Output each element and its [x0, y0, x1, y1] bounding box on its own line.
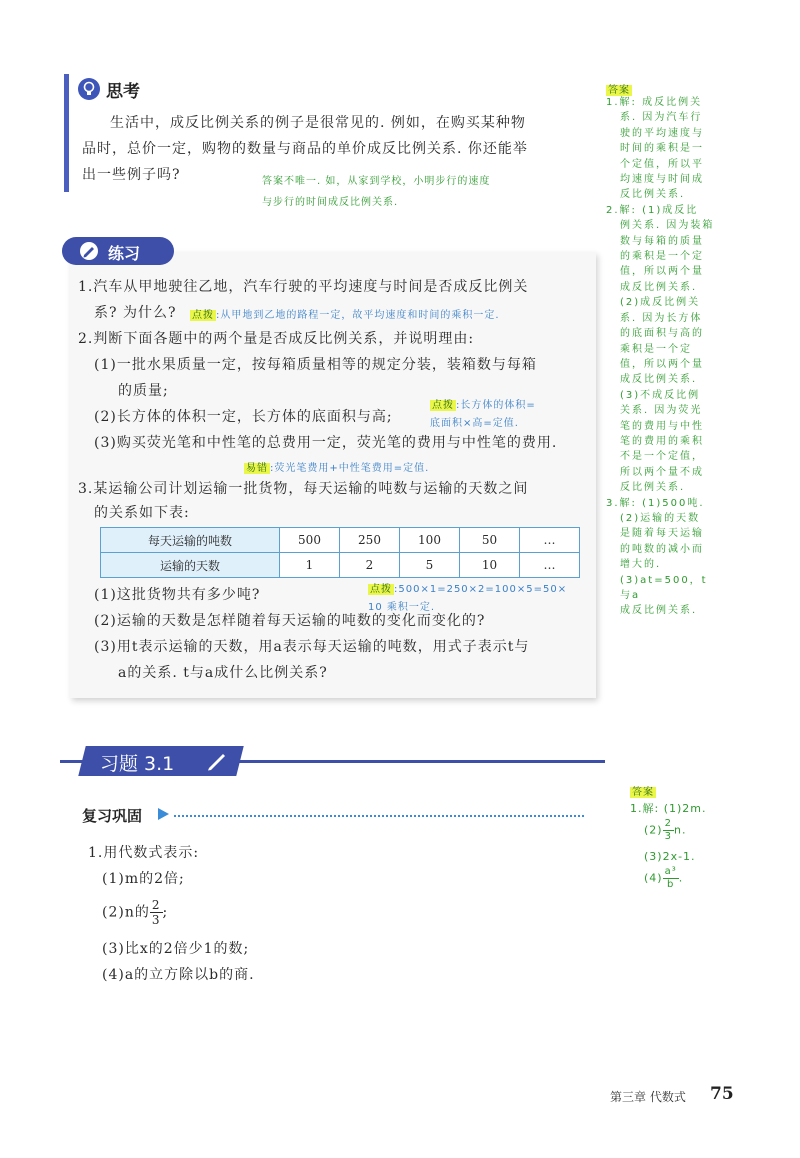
play-arrow-icon — [158, 808, 169, 820]
practice-q3-line-1: 3.某运输公司计划运输一批货物，每天运输的吨数与运输的天数之间 — [78, 481, 529, 497]
fraction — [663, 818, 674, 843]
fraction-denominator: b — [666, 879, 675, 890]
side-answer-line: 均速度与时间成 — [620, 174, 704, 186]
hint-text: :从甲地到乙地的路程一定，故平均速度和时间的乘积一定. — [216, 310, 500, 321]
table-cell: 250 — [340, 528, 400, 553]
fraction-denominator: 3 — [664, 831, 672, 842]
review-section-title: 复习巩固 — [82, 807, 143, 825]
side-answer-line: 反比例关系. — [620, 482, 686, 494]
item-prefix: (2)n的 — [102, 904, 150, 921]
side-answer-line: 关系. 因为荧光 — [620, 405, 703, 417]
table-cell: 100 — [400, 528, 460, 553]
answer-label: 答案 — [608, 85, 630, 96]
think-answer-note-2: 与步行的时间成反比例关系. — [262, 197, 399, 208]
table-row — [101, 553, 580, 578]
hint-text: :长方体的体积= — [456, 400, 536, 411]
practice-q2-1-line-1: (1)一批水果质量一定，按每箱质量相等的规定分装，装箱数与每箱 — [94, 357, 537, 373]
lightbulb-icon — [78, 78, 100, 100]
item-prefix: (2) — [644, 823, 663, 837]
practice-q1-hint — [190, 306, 500, 321]
table-cell: 50 — [460, 528, 520, 553]
footer-chapter: 第三章 代数式 — [610, 1090, 686, 1104]
side-answer-label-bottom — [630, 780, 656, 799]
fraction — [150, 898, 163, 927]
think-accent-bar — [64, 74, 69, 192]
fraction-numerator: a³ — [664, 866, 677, 877]
side-answer-line: 例关系. 因为装箱 — [620, 220, 715, 232]
practice-q2-2-hint-1 — [430, 396, 536, 411]
hint-label: 易错 — [246, 463, 268, 474]
fraction-numerator: 2 — [151, 898, 161, 912]
think-title: 思考 — [106, 82, 140, 102]
side-answer-line: 所以两个量不成 — [620, 466, 704, 478]
hint-text: :荧光笔费用+中性笔费用=定值. — [270, 463, 430, 474]
practice-q2-line: 2.判断下面各题中的两个量是否成反比例关系，并说明理由: — [78, 331, 475, 347]
item-suffix: . — [678, 871, 684, 885]
side-answer-line: 值，所以两个量 — [620, 266, 704, 278]
transport-table — [100, 527, 580, 578]
practice-q2-3: (3)购买荧光笔和中性笔的总费用一定，荧光笔的费用与中性笔的费用. — [94, 435, 558, 451]
pencil-icon — [80, 242, 98, 260]
practice-q2-1-line-2: 的质量; — [118, 383, 169, 399]
practice-q2-2-hint-2: 底面积×高=定值. — [430, 418, 519, 429]
fraction-numerator: 2 — [664, 818, 672, 829]
side-answer-line: 笔的费用与中性 — [620, 420, 704, 432]
side-answer-line: 反比例关系. — [620, 189, 686, 201]
table-row-head: 每天运输的吨数 — [101, 528, 280, 553]
practice-q3-2: (2)运输的天数是怎样随着每天运输的吨数的变化而变化的? — [94, 613, 486, 629]
think-answer-note-1: 答案不唯一. 如，从家到学校，小明步行的速度 — [262, 176, 491, 187]
side-answer-line: 数与每箱的质量 — [620, 235, 704, 247]
exercise-item-3: (3)比x的2倍少1的数; — [102, 941, 250, 957]
table-row — [101, 528, 580, 553]
side-answers-top — [606, 95, 716, 619]
table-row-head: 运输的天数 — [101, 553, 280, 578]
side-answer-line: (2)运输的天数 — [620, 512, 701, 524]
side-answer-line: 增大的. — [620, 559, 662, 571]
fraction — [663, 866, 679, 891]
table-cell: 5 — [400, 553, 460, 578]
side-answer-line: 系. 因为汽车行 — [620, 112, 703, 124]
fraction-denominator: 3 — [151, 913, 161, 927]
side-answer-2 — [644, 818, 686, 843]
side-answer-line: 系. 因为长方体 — [620, 312, 703, 324]
side-answer-3: (3)2x-1. — [644, 850, 696, 863]
side-answer-line: (2)成反比例关 — [620, 297, 701, 309]
think-line-3: 出一些例子吗? — [82, 167, 181, 183]
pencil-icon — [206, 749, 228, 771]
side-answer-line: 不是一个定值， — [620, 451, 704, 463]
side-answer-line: 成反比例关系. — [620, 281, 698, 293]
side-answer-4 — [644, 866, 683, 891]
side-answer-line: 1.解: 成反比例关 — [606, 97, 703, 108]
section-divider — [174, 815, 584, 817]
exercise-q1: 1.用代数式表示: — [88, 845, 200, 861]
practice-title: 练习 — [108, 244, 141, 263]
think-line-1: 生活中，成反比例关系的例子是很常见的. 例如，在购买某种物 — [110, 115, 526, 131]
side-answer-line: 3.解: (1)500吨. — [606, 497, 705, 509]
side-answer-line: 驶的平均速度与 — [620, 127, 704, 139]
side-answer-line: 笔的费用的乘积 — [620, 435, 704, 447]
exercise-item-4: (4)a的立方除以b的商. — [102, 967, 255, 983]
item-prefix: (4) — [644, 871, 663, 885]
practice-q3-1-hint-1 — [368, 580, 567, 595]
practice-q1-line-1: 1.汽车从甲地驶往乙地，汽车行驶的平均速度与时间是否成反比例关 — [78, 279, 529, 295]
side-answer-line: 时间的乘积是一 — [620, 143, 704, 155]
table-cell: 10 — [460, 553, 520, 578]
think-line-2: 品时，总价一定，购物的数量与商品的单价成反比例关系. 你还能举 — [82, 141, 528, 157]
side-answer-line: 的底面积与高的 — [620, 328, 704, 340]
table-cell: … — [520, 553, 580, 578]
side-answer-line: (3)at=500，t与a — [620, 574, 708, 601]
practice-q3-line-2: 的关系如下表: — [94, 505, 190, 521]
side-answer-1: 1.解: (1)2m. — [630, 802, 707, 815]
practice-q2-2: (2)长方体的体积一定，长方体的底面积与高; — [94, 409, 393, 425]
practice-q3-3-line-2: a的关系. t与a成什么比例关系? — [118, 665, 328, 681]
answer-label: 答案 — [632, 787, 654, 798]
exercise-item-2 — [102, 898, 168, 927]
side-answer-line: 成反比例关系. — [620, 374, 698, 386]
hint-label: 点拨 — [432, 400, 454, 411]
table-cell: 2 — [340, 553, 400, 578]
side-answer-line: 是随着每天运输 — [620, 528, 704, 540]
side-answer-line: 值，所以两个量 — [620, 358, 704, 370]
side-answer-line: 2.解: (1)成反比 — [606, 204, 699, 216]
side-answer-line: 的乘积是一个定 — [620, 251, 704, 263]
hint-label: 点拨 — [370, 584, 392, 595]
table-cell: 1 — [280, 553, 340, 578]
practice-q3-1: (1)这批货物共有多少吨? — [94, 587, 261, 603]
side-answer-line: 乘积是一个定 — [620, 343, 692, 355]
side-answer-line: 的吨数的减小而 — [620, 543, 704, 555]
practice-q1-line-2: 系? 为什么? — [94, 305, 177, 321]
hint-text: :500×1=250×2=100×5=50× — [394, 584, 568, 595]
practice-q2-3-hint — [244, 459, 429, 474]
side-answer-line: 成反比例关系. — [620, 605, 698, 617]
item-suffix: n. — [673, 823, 687, 837]
hint-label: 点拨 — [192, 310, 214, 321]
table-cell: 500 — [280, 528, 340, 553]
exercise-title: 习题 3.1 — [100, 753, 175, 775]
side-answer-line: (3)不成反比例 — [620, 389, 701, 401]
exercise-item-1: (1)m的2倍; — [102, 871, 185, 887]
side-answer-line: 个定值，所以平 — [620, 158, 704, 170]
practice-q3-3-line-1: (3)用t表示运输的天数，用a表示每天运输的吨数，用式子表示t与 — [94, 639, 530, 655]
item-suffix: ; — [162, 904, 169, 921]
table-cell: … — [520, 528, 580, 553]
page-number: 75 — [710, 1084, 734, 1104]
practice-q3-1-hint-2: 10 乘积一定. — [368, 602, 436, 613]
